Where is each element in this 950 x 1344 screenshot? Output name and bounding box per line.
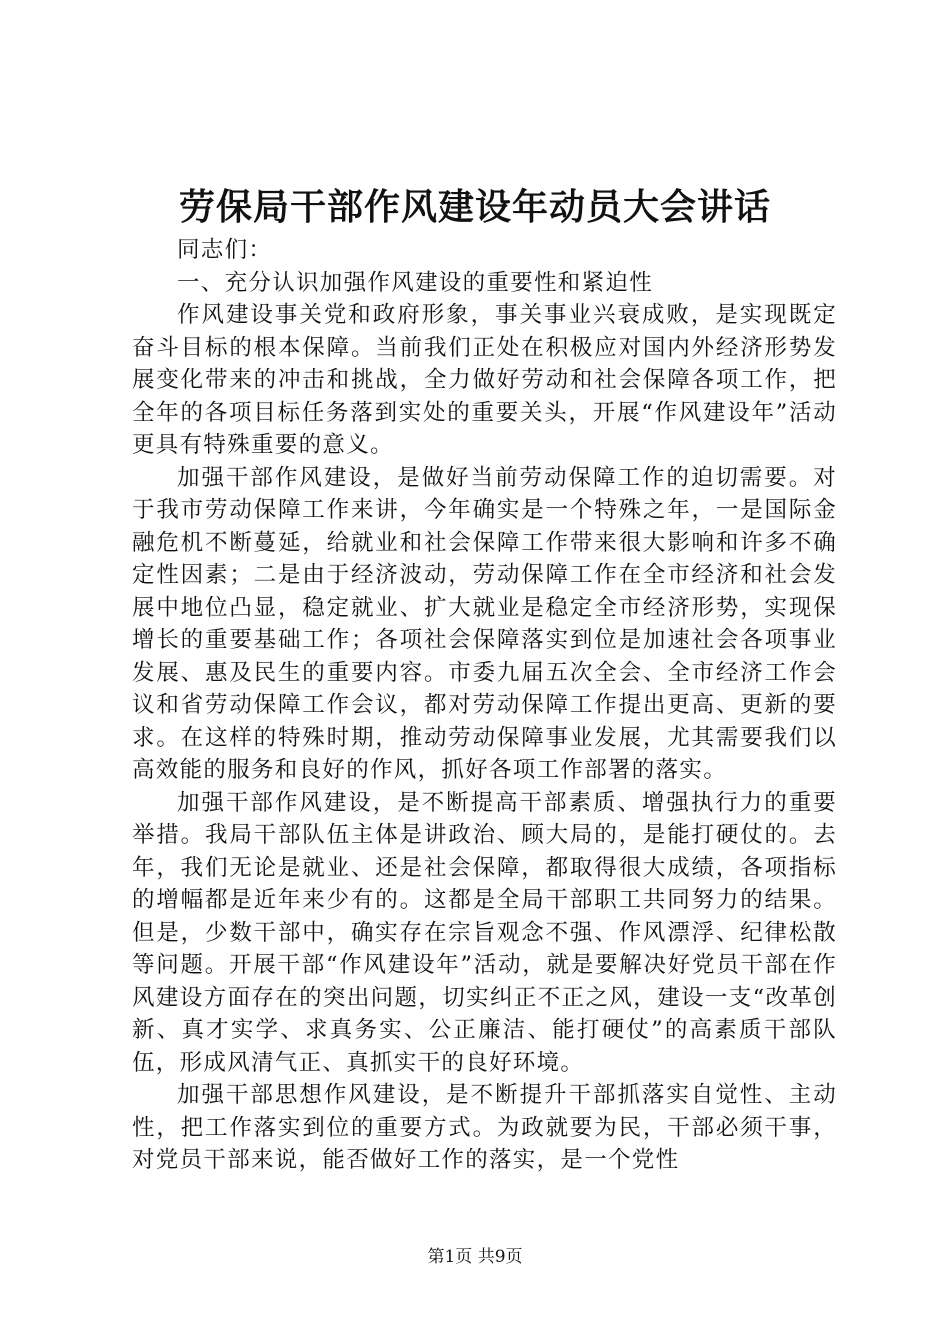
page-number: 第1页 共9页 <box>427 1247 523 1267</box>
document-body <box>132 234 837 1177</box>
body-paragraph: 作风建设事关党和政府形象，事关事业兴衰成败，是实现既定奋斗目标的根本保障。当前我们正处在积极应对国内外经济形势发展变化带来的冲击和挑战，全力做好劳动和社会保障各项工作，把全年的各项目标任务落到实处的重要关头，开展“作风建设年”活动更具有特殊重要的意义。 <box>132 302 837 458</box>
section-heading: 一、充分认识加强作风建设的重要性和紧迫性 <box>177 269 654 296</box>
salutation: 同志们： <box>177 237 273 263</box>
body-paragraph: 加强干部作风建设，是做好当前劳动保障工作的迫切需要。对于我市劳动保障工作来讲，今年确实是一个特殊之年，一是国际金融危机不断蔓延，给就业和社会保障工作带来很大影响和许多不确定性因素；二是由于经济波动，劳动保障工作在全市经济和社会发展中地位凸显，稳定就业、扩大就业是稳定全市经济形势，实现保增长的重要基础工作；各项社会保障落实到位是加速社会各项事业发展、惠及民生的重要内容。市委九届五次全会、全市经济工作会议和省劳动保障工作会议，都对劳动保障工作提出更高、更新的要求。在这样的特殊时期，推动劳动保障事业发展，尤其需要我们以高效能的服务和良好的作风，抓好各项工作部署的落实。 <box>132 464 837 783</box>
body-paragraph: 加强干部思想作风建设，是不断提升干部抓落实自觉性、主动性，把工作落实到位的重要方式。为政就要为民，干部必须干事，对党员干部来说，能否做好工作的落实，是一个党性 <box>132 1082 837 1173</box>
document-title: 劳保局干部作风建设年动员大会讲话 <box>178 186 771 228</box>
body-paragraph: 加强干部作风建设，是不断提高干部素质、增强执行力的重要举措。我局干部队伍主体是讲政治、顾大局的，是能打硬仗的。去年，我们无论是就业、还是社会保障，都取得很大成绩，各项指标的增幅都是近年来少有的。这都是全局干部职工共同努力的结果。但是，少数干部中，确实存在宗旨观念不强、作风漂浮、纪律松散等问题。开展干部“作风建设年”活动，就是要解决好党员干部在作风建设方面存在的突出问题，切实纠正不正之风，建设一支“改革创新、真才实学、求真务实、公正廉洁、能打硬仗”的高素质干部队伍，形成风清气正、真抓实干的良好环境。 <box>132 789 837 1076</box>
